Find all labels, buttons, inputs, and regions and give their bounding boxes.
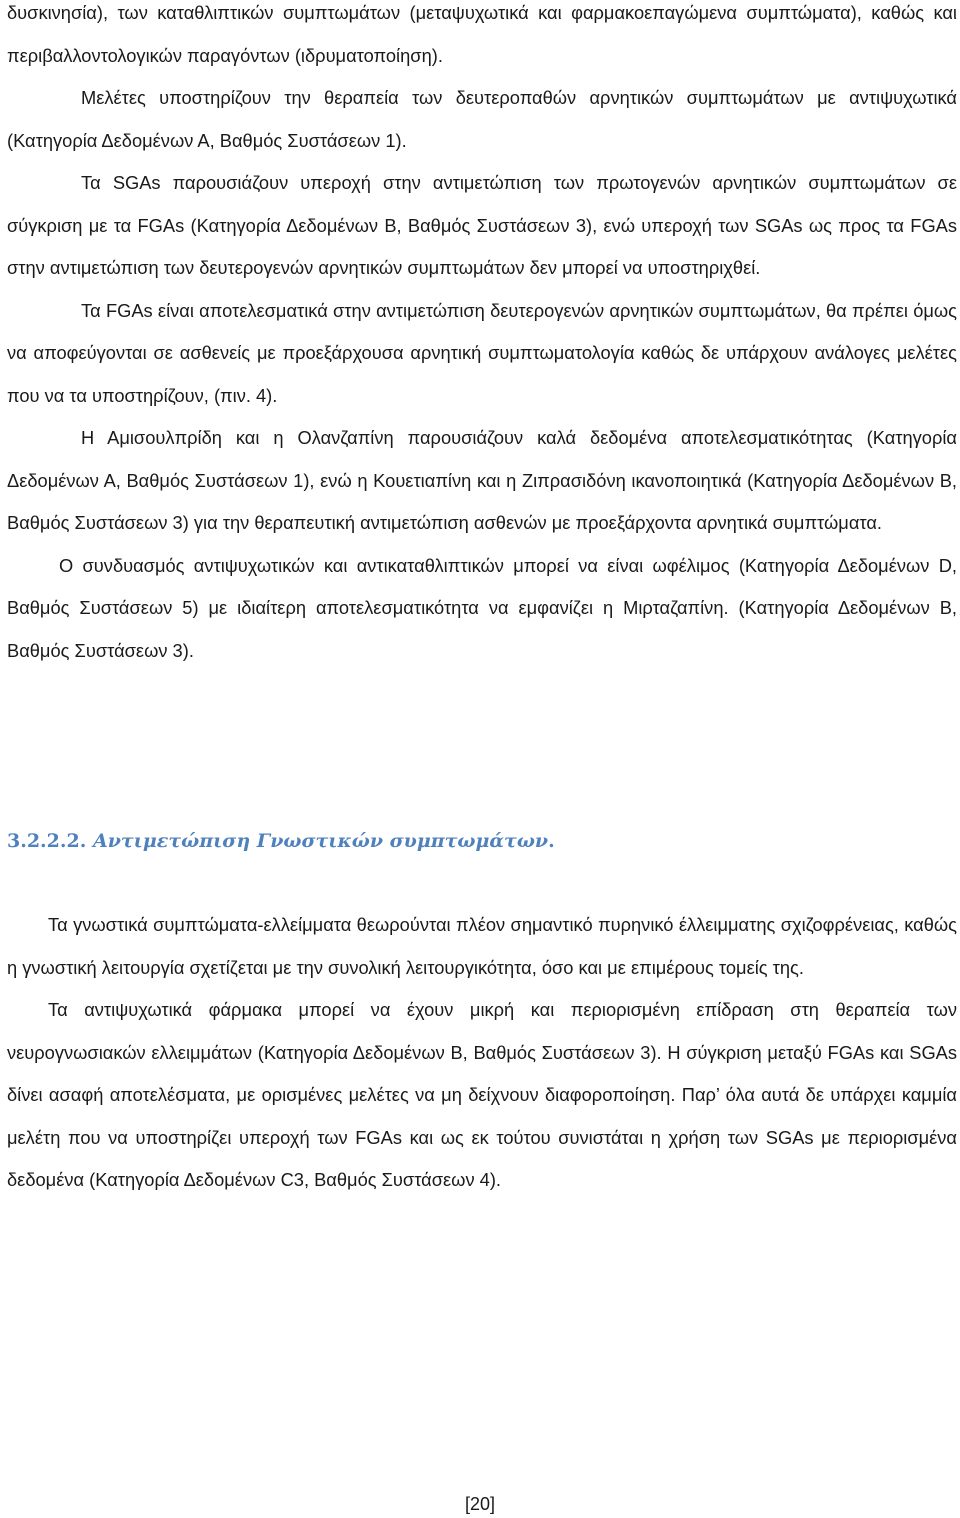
section-heading	[7, 820, 555, 862]
page-number: [20]	[464, 1494, 496, 1514]
section-title: Αντιμετώπιση Γνωστικών συμπτωμάτων	[92, 830, 549, 852]
paragraph: Τα γνωστικά συμπτώματα-ελλείμματα θεωρούνται πλέον σημαντικό πυρηνικό έλλειμματης σχιζοφρένειας, καθώς η γνωστική λειτουργία σχετίζεται με την συνολική λειτουργικότητα, όσο και με επιμέρους τομείς της.	[7, 914, 957, 978]
paragraph: Ο συνδυασμός αντιψυχωτικών και αντικαταθλιπτικών μπορεί να είναι ωφέλιμος (Κατηγορία Δεδομένων D, Βαθμός Συστάσεων 5) με ιδιαίτερη αποτελεσματικότητα να εμφανίζει η Μιρταζαπίνη. (Κατηγορία Δεδομένων Β, Βαθμός Συστάσεων 3).	[7, 554, 957, 661]
body-text-bottom	[7, 904, 957, 1202]
paragraph: δυσκινησία), των καταθλιπτικών συμπτωμάτων (μεταψυχωτικά και φαρμακοεπαγώμενα συμπτώματα), καθώς και περιβαλλοντολογικών παραγόντων (ιδρυματοποίηση).	[7, 2, 957, 66]
body-text-top	[7, 0, 957, 672]
paragraph: Τα SGAs παρουσιάζουν υπεροχή στην αντιμετώπιση των πρωτογενών αρνητικών συμπτωμάτων σε σύγκριση με τα FGAs (Κατηγορία Δεδομένων Β, Βαθμός Συστάσεων 3), ενώ υπεροχή των SGAs ως προς τα FGAs στην αντιμετώπιση των δευτερογενών αρνητικών συμπτωμάτων δεν μπορεί να υποστηριχθεί.	[7, 172, 957, 278]
paragraph: Τα FGAs είναι αποτελεσματικά στην αντιμετώπιση δευτερογενών αρνητικών συμπτωμάτων, θα πρέπει όμως να αποφεύγονται σε ασθενείς με προεξάρχουσα αρνητική συμπτωματολογία καθώς δε υπάρχουν ανάλογες μελέτες που να τα υποστηρίζουν, (πιν. 4).	[7, 299, 957, 406]
paragraph: Μελέτες υποστηρίζουν την θεραπεία των δευτεροπαθών αρνητικών συμπτωμάτων με αντιψυχωτικά (Κατηγορία Δεδομένων Α, Βαθμός Συστάσεων 1).	[7, 87, 957, 151]
paragraph: Η Αμισουλπρίδη και η Ολανζαπίνη παρουσιάζουν καλά δεδομένα αποτελεσματικότητας (Κατηγορία Δεδομένων Α, Βαθμός Συστάσεων 1), ενώ η Κουετιαπίνη και η Ζιπρασιδόνη ικανοποιητικά (Κατηγορία Δεδομένων Β, Βαθμός Συστάσεων 3) για την θεραπευτική αντιμετώπιση ασθενών με προεξάρχοντα αρνητικά συμπτώματα.	[7, 427, 957, 533]
section-number: 3.2.2.2.	[7, 830, 87, 852]
section-heading-period: .	[548, 830, 555, 852]
paragraph: Τα αντιψυχωτικά φάρμακα μπορεί να έχουν μικρή και περιορισμένη επίδραση στη θεραπεία των νευρογνωσιακών ελλειμμάτων (Κατηγορία Δεδομένων Β, Βαθμός Συστάσεων 3). Η σύγκριση μεταξύ FGAs και SGAs δίνει ασαφή αποτελέσματα, με ορισμένες μελέτες να μη δείχνουν διαφοροποίηση. Παρ’ όλα αυτά δε υπάρχει καμμία μελέτη που να υποστηρίζει υπεροχή των FGAs και ως εκ τούτου συνιστάται η χρήση των SGAs με περιορισμένα δεδομένα (Κατηγορία Δεδομένων C3, Βαθμός Συστάσεων 4).	[7, 999, 957, 1190]
